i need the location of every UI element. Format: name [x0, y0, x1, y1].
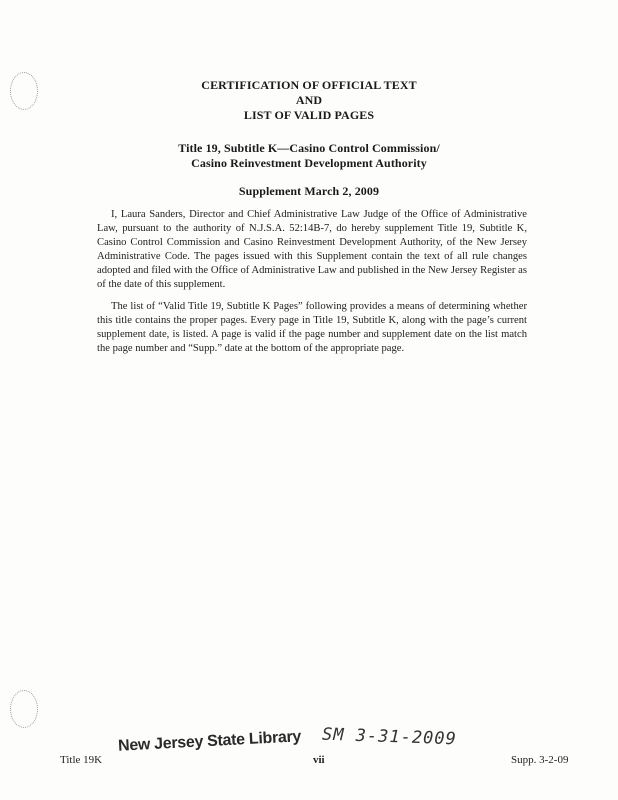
- footer-title: Title 19K: [60, 754, 103, 766]
- header-line-2: AND: [295, 93, 323, 107]
- certification-header: [0, 78, 618, 123]
- title-line-1: Title 19, Subtitle K—Casino Control Commission/: [178, 141, 440, 155]
- valid-pages-paragraph: [97, 300, 527, 356]
- header-line-1: CERTIFICATION OF OFFICIAL TEXT: [201, 78, 417, 92]
- certification-paragraph: [97, 208, 527, 291]
- paragraph-1-text: I, Laura Sanders, Director and Chief Administrative Law Judge of the Office of Administrative Law, pursuant to the authority of N.J.S.A. 52:14B-7, do hereby supplement Title 19, Subtitle K, Casino Control Commission and Casino Reinvestment Development Authority, of the New Jersey Administrative Code. The pages issued with this Supplement contain the text of all rule changes adopted and filed with the Office of Administrative Law and published in the New Jersey Register as of the date of this supplement.: [97, 209, 527, 290]
- title-line-2: Casino Reinvestment Development Authority: [191, 156, 427, 170]
- page-number: vii: [313, 754, 325, 766]
- footer-supplement-date: Supp. 3-2-09: [511, 754, 569, 766]
- library-stamp: New Jersey State Library: [117, 728, 302, 755]
- paragraph-2-text: The list of “Valid Title 19, Subtitle K Pages” following provides a means of determining whether this title contains the proper pages. Every page in Title 19, Subtitle K, along with the page’s current supplement date, is listed. A page is valid if the page number and supplement date on the list match the page number and “Supp.” date at the bottom of the appropriate page.: [97, 301, 527, 354]
- title-heading: [0, 141, 618, 171]
- supplement-date-heading: Supplement March 2, 2009: [238, 184, 380, 198]
- header-line-3: LIST OF VALID PAGES: [243, 108, 375, 122]
- handwritten-note: SM 3-31-2009: [321, 724, 458, 750]
- punch-hole-bottom: [10, 690, 38, 728]
